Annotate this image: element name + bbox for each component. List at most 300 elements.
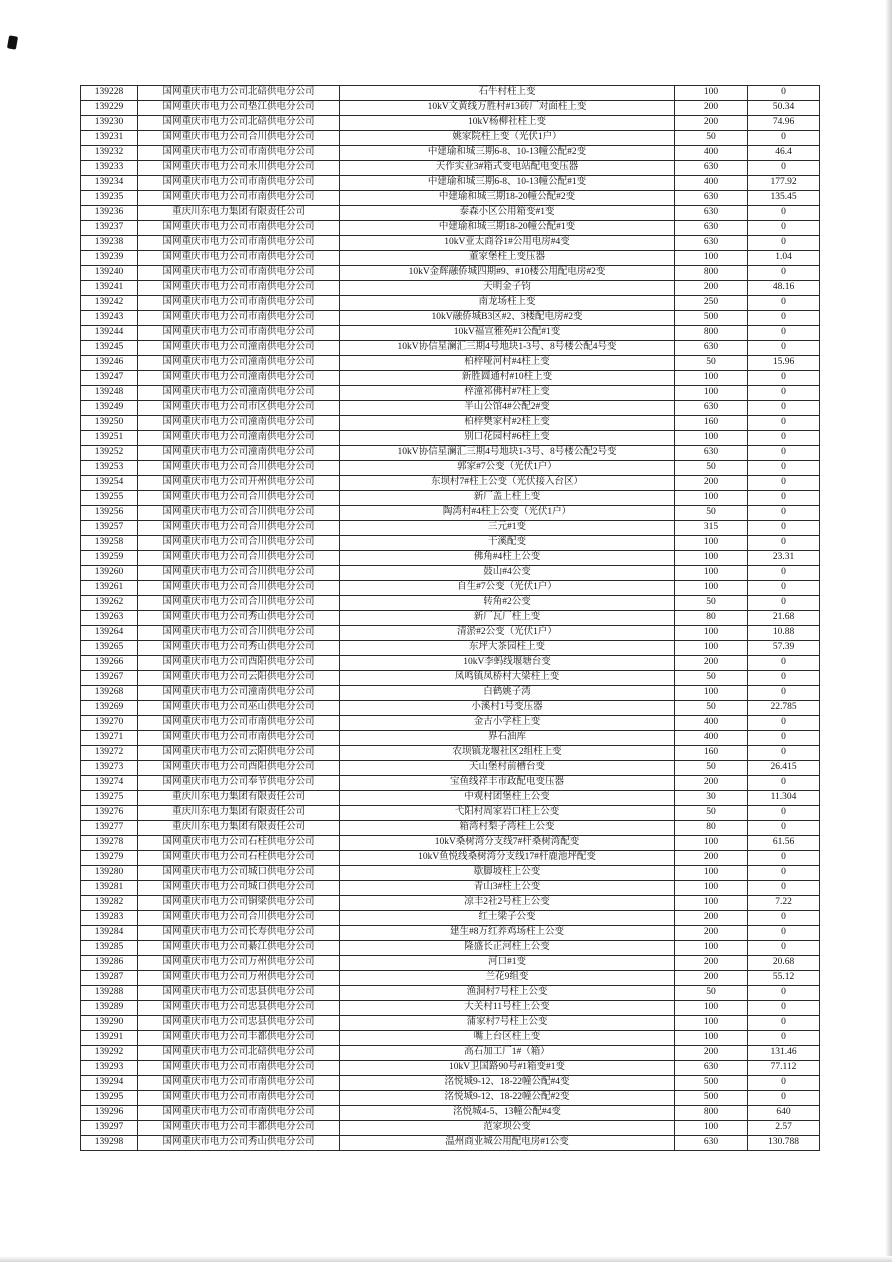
- cell-capacity: 100: [675, 686, 748, 701]
- cell-company-name: 国网重庆市电力公司市南供电分公司: [138, 176, 340, 191]
- cell-station-name: 别口花园村#6柱上变: [340, 431, 675, 446]
- cell-capacity: 50: [675, 671, 748, 686]
- cell-station-name: 10kV杨柳社柱上变: [340, 116, 675, 131]
- table-row: [81, 326, 820, 341]
- cell-row-id: 139237: [81, 221, 138, 236]
- cell-row-id: 139260: [81, 566, 138, 581]
- cell-row-id: 139297: [81, 1121, 138, 1136]
- cell-value: 0: [748, 746, 820, 761]
- cell-row-id: 139257: [81, 521, 138, 536]
- cell-row-id: 139228: [81, 86, 138, 101]
- cell-station-name: 10kV协信星澜汇三期4号地块1-3号、8号楼公配2号变: [340, 446, 675, 461]
- cell-station-name: 10kV文黄线万胜村#13砖厂对面柱上变: [340, 101, 675, 116]
- cell-value: 0: [748, 386, 820, 401]
- cell-company-name: 国网重庆市电力公司市南供电分公司: [138, 236, 340, 251]
- cell-company-name: 国网重庆市电力公司合川供电分公司: [138, 551, 340, 566]
- cell-value: 0: [748, 986, 820, 1001]
- cell-row-id: 139285: [81, 941, 138, 956]
- cell-capacity: 200: [675, 911, 748, 926]
- cell-row-id: 139292: [81, 1046, 138, 1061]
- cell-value: 0: [748, 446, 820, 461]
- cell-capacity: 100: [675, 896, 748, 911]
- cell-row-id: 139240: [81, 266, 138, 281]
- cell-station-name: 洺悦城9-12、18-22幢公配#2变: [340, 1091, 675, 1106]
- cell-station-name: 新厂盖上柱上变: [340, 491, 675, 506]
- transformer-table: [80, 85, 820, 1151]
- cell-capacity: 100: [675, 1031, 748, 1046]
- cell-value: 0: [748, 491, 820, 506]
- table-row: [81, 911, 820, 926]
- cell-row-id: 139272: [81, 746, 138, 761]
- cell-capacity: 80: [675, 821, 748, 836]
- table-row: [81, 176, 820, 191]
- cell-company-name: 国网重庆市电力公司潼南供电分公司: [138, 371, 340, 386]
- cell-row-id: 139252: [81, 446, 138, 461]
- cell-capacity: 100: [675, 491, 748, 506]
- cell-company-name: 国网重庆市电力公司北碚供电分公司: [138, 116, 340, 131]
- cell-value: 23.31: [748, 551, 820, 566]
- cell-row-id: 139287: [81, 971, 138, 986]
- cell-company-name: 国网重庆市电力公司城口供电分公司: [138, 866, 340, 881]
- cell-company-name: 国网重庆市电力公司合川供电分公司: [138, 911, 340, 926]
- cell-station-name: 范家坝公变: [340, 1121, 675, 1136]
- table-row: [81, 611, 820, 626]
- cell-company-name: 国网重庆市电力公司合川供电分公司: [138, 596, 340, 611]
- table-row: [81, 356, 820, 371]
- cell-capacity: 160: [675, 416, 748, 431]
- cell-row-id: 139276: [81, 806, 138, 821]
- cell-row-id: 139242: [81, 296, 138, 311]
- cell-capacity: 630: [675, 236, 748, 251]
- cell-company-name: 国网重庆市电力公司市南供电分公司: [138, 251, 340, 266]
- cell-value: 0: [748, 341, 820, 356]
- cell-company-name: 国网重庆市电力公司綦江供电分公司: [138, 941, 340, 956]
- cell-value: 640: [748, 1106, 820, 1121]
- cell-company-name: 国网重庆市电力公司合川供电分公司: [138, 536, 340, 551]
- cell-capacity: 100: [675, 1001, 748, 1016]
- cell-value: 1.04: [748, 251, 820, 266]
- table-row: [81, 866, 820, 881]
- cell-station-name: 梓潼祁佛村#7柱上变: [340, 386, 675, 401]
- cell-row-id: 139262: [81, 596, 138, 611]
- cell-value: 0: [748, 326, 820, 341]
- cell-capacity: 400: [675, 731, 748, 746]
- table-row: [81, 446, 820, 461]
- cell-row-id: 139291: [81, 1031, 138, 1046]
- cell-capacity: 100: [675, 371, 748, 386]
- table-row: [81, 926, 820, 941]
- cell-row-id: 139249: [81, 401, 138, 416]
- cell-row-id: 139269: [81, 701, 138, 716]
- cell-capacity: 200: [675, 776, 748, 791]
- cell-value: 50.34: [748, 101, 820, 116]
- cell-value: 0: [748, 1001, 820, 1016]
- cell-value: 0: [748, 131, 820, 146]
- cell-capacity: 200: [675, 926, 748, 941]
- cell-row-id: 139264: [81, 626, 138, 641]
- cell-station-name: 箱湾村梨子湾柱上公变: [340, 821, 675, 836]
- cell-capacity: 630: [675, 446, 748, 461]
- cell-row-id: 139290: [81, 1016, 138, 1031]
- cell-capacity: 315: [675, 521, 748, 536]
- cell-value: 0: [748, 221, 820, 236]
- cell-company-name: 国网重庆市电力公司秀山供电分公司: [138, 1136, 340, 1151]
- cell-company-name: 国网重庆市电力公司北碚供电分公司: [138, 86, 340, 101]
- table-row: [81, 506, 820, 521]
- cell-value: 0: [748, 581, 820, 596]
- cell-value: 0: [748, 206, 820, 221]
- cell-value: 20.68: [748, 956, 820, 971]
- cell-value: 46.4: [748, 146, 820, 161]
- table-row: [81, 671, 820, 686]
- table-row: [81, 161, 820, 176]
- cell-value: 0: [748, 296, 820, 311]
- cell-station-name: 洺悦城9-12、18-22幢公配#4变: [340, 1076, 675, 1091]
- cell-capacity: 100: [675, 566, 748, 581]
- cell-company-name: 国网重庆市电力公司忠县供电分公司: [138, 986, 340, 1001]
- cell-station-name: 新胜圆通村#10柱上变: [340, 371, 675, 386]
- cell-company-name: 国网重庆市电力公司合川供电分公司: [138, 461, 340, 476]
- cell-row-id: 139230: [81, 116, 138, 131]
- cell-company-name: 国网重庆市电力公司潼南供电分公司: [138, 431, 340, 446]
- table-row: [81, 401, 820, 416]
- cell-capacity: 250: [675, 296, 748, 311]
- cell-row-id: 139266: [81, 656, 138, 671]
- cell-capacity: 630: [675, 206, 748, 221]
- table-row: [81, 836, 820, 851]
- cell-company-name: 国网重庆市电力公司潼南供电分公司: [138, 386, 340, 401]
- cell-company-name: 国网重庆市电力公司市南供电分公司: [138, 221, 340, 236]
- table-row: [81, 566, 820, 581]
- cell-station-name: 界石油库: [340, 731, 675, 746]
- cell-value: 0: [748, 1031, 820, 1046]
- cell-company-name: 国网重庆市电力公司万州供电分公司: [138, 956, 340, 971]
- cell-value: 7.22: [748, 896, 820, 911]
- cell-station-name: 南龙场柱上变: [340, 296, 675, 311]
- cell-row-id: 139277: [81, 821, 138, 836]
- cell-value: 0: [748, 521, 820, 536]
- cell-station-name: 10kV桑树湾分支线7#杆桑树湾配变: [340, 836, 675, 851]
- cell-row-id: 139261: [81, 581, 138, 596]
- cell-capacity: 200: [675, 1046, 748, 1061]
- cell-company-name: 国网重庆市电力公司忠县供电分公司: [138, 1016, 340, 1031]
- cell-row-id: 139283: [81, 911, 138, 926]
- cell-row-id: 139231: [81, 131, 138, 146]
- cell-capacity: 50: [675, 761, 748, 776]
- cell-row-id: 139232: [81, 146, 138, 161]
- table-row: [81, 536, 820, 551]
- cell-station-name: 弋阳村周家岩口柱上公变: [340, 806, 675, 821]
- cell-station-name: 佛角#4柱上公变: [340, 551, 675, 566]
- cell-company-name: 国网重庆市电力公司合川供电分公司: [138, 506, 340, 521]
- cell-value: 0: [748, 1091, 820, 1106]
- cell-row-id: 139244: [81, 326, 138, 341]
- table-row: [81, 296, 820, 311]
- table-row: [81, 266, 820, 281]
- cell-station-name: 小溪村1号变压器: [340, 701, 675, 716]
- table-row: [81, 851, 820, 866]
- table-row: [81, 791, 820, 806]
- cell-company-name: 国网重庆市电力公司合川供电分公司: [138, 491, 340, 506]
- scan-artifact-mark: [7, 35, 18, 49]
- cell-capacity: 100: [675, 386, 748, 401]
- table-row: [81, 1061, 820, 1076]
- table-row: [81, 86, 820, 101]
- cell-station-name: 10kV鱼悦线桑树湾分支线17#杆鹿池坪配变: [340, 851, 675, 866]
- cell-station-name: 白鹤姚子湾: [340, 686, 675, 701]
- table-row: [81, 251, 820, 266]
- cell-value: 74.96: [748, 116, 820, 131]
- cell-company-name: 国网重庆市电力公司潼南供电分公司: [138, 446, 340, 461]
- cell-company-name: 国网重庆市电力公司合川供电分公司: [138, 131, 340, 146]
- cell-company-name: 国网重庆市电力公司石柱供电分公司: [138, 836, 340, 851]
- cell-station-name: 东坝村7#柱上公变（光伏接入台区）: [340, 476, 675, 491]
- cell-row-id: 139238: [81, 236, 138, 251]
- cell-company-name: 国网重庆市电力公司铜梁供电分公司: [138, 896, 340, 911]
- table-row: [81, 521, 820, 536]
- cell-station-name: 歇脚坡柱上公变: [340, 866, 675, 881]
- cell-capacity: 500: [675, 311, 748, 326]
- cell-company-name: 重庆川东电力集团有限责任公司: [138, 806, 340, 821]
- table-row: [81, 821, 820, 836]
- table-row: [81, 1076, 820, 1091]
- cell-row-id: 139235: [81, 191, 138, 206]
- cell-company-name: 国网重庆市电力公司市区供电分公司: [138, 401, 340, 416]
- cell-capacity: 50: [675, 131, 748, 146]
- cell-capacity: 100: [675, 1121, 748, 1136]
- table-row: [81, 986, 820, 1001]
- table-row: [81, 641, 820, 656]
- cell-capacity: 100: [675, 881, 748, 896]
- cell-capacity: 200: [675, 476, 748, 491]
- cell-station-name: 河口#1变: [340, 956, 675, 971]
- cell-station-name: 陶湾村#4柱上公变（光伏1户）: [340, 506, 675, 521]
- cell-station-name: 温州商业城公用配电房#1公变: [340, 1136, 675, 1151]
- cell-row-id: 139273: [81, 761, 138, 776]
- cell-value: 0: [748, 686, 820, 701]
- cell-company-name: 国网重庆市电力公司市南供电分公司: [138, 296, 340, 311]
- cell-row-id: 139298: [81, 1136, 138, 1151]
- cell-capacity: 50: [675, 596, 748, 611]
- cell-row-id: 139236: [81, 206, 138, 221]
- cell-station-name: 10kV福宣雅苑#1公配#1变: [340, 326, 675, 341]
- cell-company-name: 国网重庆市电力公司合川供电分公司: [138, 521, 340, 536]
- cell-company-name: 国网重庆市电力公司市南供电分公司: [138, 326, 340, 341]
- cell-station-name: 天山堡村前槽台变: [340, 761, 675, 776]
- cell-company-name: 国网重庆市电力公司市南供电分公司: [138, 266, 340, 281]
- cell-capacity: 800: [675, 266, 748, 281]
- cell-station-name: 隆盛长正河柱上公变: [340, 941, 675, 956]
- cell-company-name: 国网重庆市电力公司北碚供电分公司: [138, 1046, 340, 1061]
- cell-company-name: 国网重庆市电力公司忠县供电分公司: [138, 1001, 340, 1016]
- cell-value: 0: [748, 461, 820, 476]
- cell-row-id: 139253: [81, 461, 138, 476]
- cell-row-id: 139239: [81, 251, 138, 266]
- table-row: [81, 311, 820, 326]
- cell-capacity: 500: [675, 1091, 748, 1106]
- table-row: [81, 341, 820, 356]
- cell-company-name: 重庆川东电力集团有限责任公司: [138, 206, 340, 221]
- cell-row-id: 139245: [81, 341, 138, 356]
- cell-station-name: 农坝镇龙堰社区2组柱上变: [340, 746, 675, 761]
- cell-station-name: 青山3#柱上公变: [340, 881, 675, 896]
- cell-station-name: 10kV金辉融侨城四期#9、#10楼公用配电房#2变: [340, 266, 675, 281]
- cell-station-name: 洺悦城4-5、13幢公配#4变: [340, 1106, 675, 1121]
- cell-row-id: 139263: [81, 611, 138, 626]
- table-row: [81, 371, 820, 386]
- cell-station-name: 红土梁子公变: [340, 911, 675, 926]
- table-row: [81, 101, 820, 116]
- cell-capacity: 100: [675, 86, 748, 101]
- cell-company-name: 国网重庆市电力公司云阳供电分公司: [138, 746, 340, 761]
- cell-value: 0: [748, 236, 820, 251]
- cell-row-id: 139284: [81, 926, 138, 941]
- cell-value: 0: [748, 596, 820, 611]
- cell-station-name: 高石加工厂1#（箱）: [340, 1046, 675, 1061]
- cell-station-name: 渔洞村7号柱上公变: [340, 986, 675, 1001]
- cell-row-id: 139246: [81, 356, 138, 371]
- cell-station-name: 10kV李蚂线堰塘台变: [340, 656, 675, 671]
- cell-station-name: 中建瑜和城三期6-8、10-13幢公配#1变: [340, 176, 675, 191]
- cell-value: 0: [748, 851, 820, 866]
- cell-company-name: 国网重庆市电力公司潼南供电分公司: [138, 341, 340, 356]
- cell-row-id: 139267: [81, 671, 138, 686]
- cell-value: 0: [748, 566, 820, 581]
- table-row: [81, 626, 820, 641]
- cell-row-id: 139280: [81, 866, 138, 881]
- cell-value: 0: [748, 731, 820, 746]
- cell-value: 57.39: [748, 641, 820, 656]
- cell-station-name: 石牛村柱上变: [340, 86, 675, 101]
- cell-row-id: 139270: [81, 716, 138, 731]
- table-row: [81, 581, 820, 596]
- cell-value: 135.45: [748, 191, 820, 206]
- cell-station-name: 蒲家村7号柱上公变: [340, 1016, 675, 1031]
- cell-value: 0: [748, 1076, 820, 1091]
- cell-station-name: 中建瑜和城三期18-20幢公配#1变: [340, 221, 675, 236]
- cell-station-name: 中观村团堡柱上公变: [340, 791, 675, 806]
- cell-company-name: 国网重庆市电力公司合川供电分公司: [138, 626, 340, 641]
- cell-capacity: 100: [675, 626, 748, 641]
- cell-value: 0: [748, 821, 820, 836]
- cell-station-name: 天作实业3#箱式变电站配电变压器: [340, 161, 675, 176]
- cell-value: 11.304: [748, 791, 820, 806]
- cell-capacity: 800: [675, 326, 748, 341]
- cell-row-id: 139268: [81, 686, 138, 701]
- table-row: [81, 1001, 820, 1016]
- cell-company-name: 国网重庆市电力公司市南供电分公司: [138, 281, 340, 296]
- cell-value: 21.68: [748, 611, 820, 626]
- cell-company-name: 国网重庆市电力公司开州供电分公司: [138, 476, 340, 491]
- scan-edge-right: [885, 0, 892, 1262]
- cell-row-id: 139241: [81, 281, 138, 296]
- table-row: [81, 761, 820, 776]
- cell-company-name: 国网重庆市电力公司潼南供电分公司: [138, 416, 340, 431]
- table-row: [81, 1106, 820, 1121]
- cell-value: 0: [748, 881, 820, 896]
- cell-company-name: 国网重庆市电力公司丰都供电分公司: [138, 1121, 340, 1136]
- cell-capacity: 100: [675, 536, 748, 551]
- table-row: [81, 776, 820, 791]
- cell-row-id: 139296: [81, 1106, 138, 1121]
- cell-row-id: 139243: [81, 311, 138, 326]
- cell-capacity: 400: [675, 176, 748, 191]
- table-row: [81, 146, 820, 161]
- cell-station-name: 柏梓樊家村#2柱上变: [340, 416, 675, 431]
- cell-value: 0: [748, 926, 820, 941]
- cell-capacity: 630: [675, 1136, 748, 1151]
- cell-station-name: 凤鸣镇凤桥村大梁柱上变: [340, 671, 675, 686]
- cell-value: 0: [748, 506, 820, 521]
- cell-capacity: 160: [675, 746, 748, 761]
- cell-station-name: 天明金子钧: [340, 281, 675, 296]
- cell-capacity: 630: [675, 221, 748, 236]
- table-row: [81, 971, 820, 986]
- cell-row-id: 139233: [81, 161, 138, 176]
- table-row: [81, 1136, 820, 1151]
- cell-row-id: 139274: [81, 776, 138, 791]
- cell-value: 0: [748, 866, 820, 881]
- cell-station-name: 10kV卫国路90号#1箱变#1变: [340, 1061, 675, 1076]
- cell-value: 0: [748, 806, 820, 821]
- table-row: [81, 1031, 820, 1046]
- table-row: [81, 806, 820, 821]
- cell-capacity: 100: [675, 836, 748, 851]
- table-row: [81, 416, 820, 431]
- cell-capacity: 100: [675, 1016, 748, 1031]
- cell-capacity: 30: [675, 791, 748, 806]
- cell-company-name: 国网重庆市电力公司永川供电分公司: [138, 161, 340, 176]
- cell-row-id: 139289: [81, 1001, 138, 1016]
- cell-station-name: 10kV亚太商谷1#公用电房#4变: [340, 236, 675, 251]
- cell-value: 0: [748, 266, 820, 281]
- cell-value: 22.785: [748, 701, 820, 716]
- cell-station-name: 10kV融侨城B3区#2、3楼配电房#2变: [340, 311, 675, 326]
- cell-station-name: 嘴上台区柱上变: [340, 1031, 675, 1046]
- cell-capacity: 100: [675, 581, 748, 596]
- cell-company-name: 国网重庆市电力公司市南供电分公司: [138, 191, 340, 206]
- cell-company-name: 国网重庆市电力公司市南供电分公司: [138, 1076, 340, 1091]
- cell-company-name: 国网重庆市电力公司垫江供电分公司: [138, 101, 340, 116]
- cell-row-id: 139259: [81, 551, 138, 566]
- cell-capacity: 100: [675, 866, 748, 881]
- table-row: [81, 461, 820, 476]
- cell-capacity: 400: [675, 146, 748, 161]
- cell-company-name: 国网重庆市电力公司石柱供电分公司: [138, 851, 340, 866]
- cell-station-name: 郭家#7公变（光伏1户）: [340, 461, 675, 476]
- cell-value: 131.46: [748, 1046, 820, 1061]
- cell-station-name: 姚家院柱上变（光伏1户）: [340, 131, 675, 146]
- cell-row-id: 139234: [81, 176, 138, 191]
- cell-station-name: 自生#7公变（光伏1户）: [340, 581, 675, 596]
- cell-value: 0: [748, 311, 820, 326]
- cell-company-name: 国网重庆市电力公司市南供电分公司: [138, 146, 340, 161]
- cell-station-name: 泰森小区公用箱变#1变: [340, 206, 675, 221]
- cell-capacity: 630: [675, 161, 748, 176]
- cell-value: 48.16: [748, 281, 820, 296]
- cell-company-name: 国网重庆市电力公司万州供电分公司: [138, 971, 340, 986]
- cell-capacity: 100: [675, 551, 748, 566]
- cell-value: 0: [748, 1016, 820, 1031]
- table-row: [81, 596, 820, 611]
- cell-capacity: 100: [675, 941, 748, 956]
- cell-company-name: 国网重庆市电力公司潼南供电分公司: [138, 686, 340, 701]
- cell-company-name: 国网重庆市电力公司巫山供电分公司: [138, 701, 340, 716]
- cell-row-id: 139256: [81, 506, 138, 521]
- cell-value: 0: [748, 86, 820, 101]
- cell-value: 130.788: [748, 1136, 820, 1151]
- table-row: [81, 1121, 820, 1136]
